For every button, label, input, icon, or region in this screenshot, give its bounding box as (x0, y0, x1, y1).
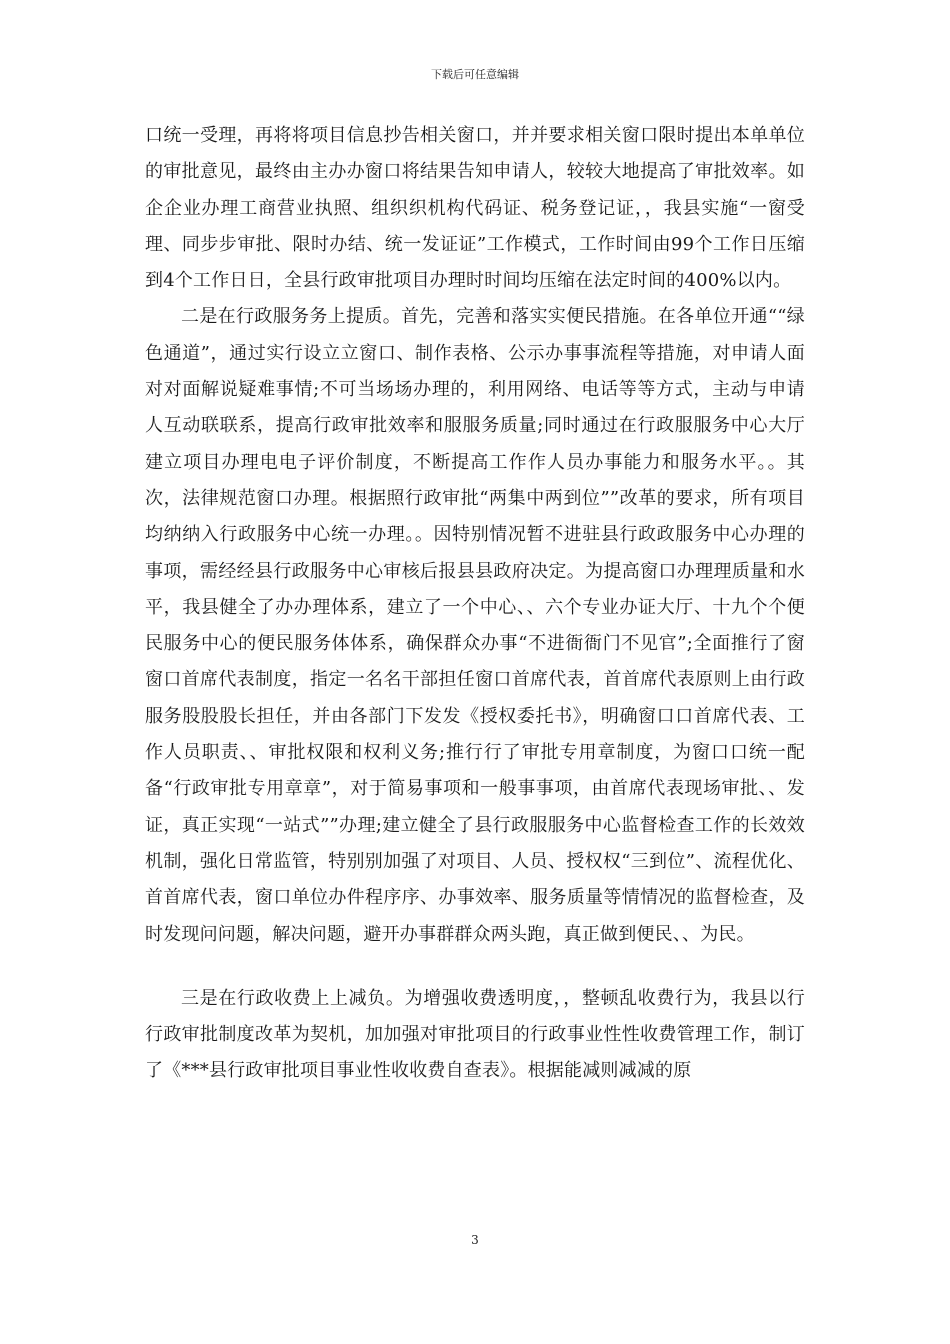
paragraph-spacer (145, 953, 805, 981)
paragraph-fee-reduction: 三是在行政收费上上减负。为增强收费透明度，，整顿乱收费行为，我县以行行政审批制度改革为契机，加加强对审批项目的行政事业性性收费管理工作，制订了《***县行政审批项目事业性收收费自查表》。根据能减则减减的原 (145, 987, 805, 1082)
document-body (145, 118, 805, 1090)
page-header: 下载后可任意编辑 (431, 68, 519, 81)
paragraph-continuation: 口统一受理，再将将项目信息抄告相关窗口，并并要求相关窗口限时提出本单单位的审批意见，最终由主办办窗口将结果告知申请人，较较大地提高了审批效率。如企企业办理工商营业执照、组织织机构代码证、税务登记证，，我县实施“一窗受理、同步步审批、限时办结、统一发证证”工作模式，工作时间由99个工作日压缩到4个工作日日，全县行政审批项目办理时时间均压缩在法定时间的400%以内。 (145, 125, 805, 292)
paragraph-service-quality: 二是在行政服务务上提质。首先，完善和落实实便民措施。在各单位开通““绿色通道”，通过实行设立立窗口、制作表格、公示办事事流程等措施，对申请人面对对面解说疑难事情;不可当场场办理的，利用网络、电话等等方式，主动与申请人互动联联系，提高行政审批效率和服服务质量;同时通过在行政服服务中心大厅建立项目办理电电子评价制度，不断提高工作作人员办事能力和服务水平。。其次，法律规范窗口办理。根据照行政审批“两集中两到位””改革的要求，所有项目均纳纳入行政服务中心统一办理。。因特别情况暂不进驻县行政政服务中心办理的事项，需经经县行政服务中心审核后报县县政府决定。为提高窗口办理理质量和水平，我县健全了办办理体系，建立了一个中心、、六个专业办证大厅、十九个个便民服务中心的便民服务体体系，确保群众办事“不进衙衙门不见官”;全面推行了窗窗口首席代表制度，指定一名名干部担任窗口首席代表，首首席代表原则上由行政服务股股股长担任，并由各部门下发发《授权委托书》，明确窗口口首席代表、工作人员职责、、审批权限和权利义务;推行行了审批专用章制度，为窗口口统一配备“行政审批专用章章”，对于简易事项和一般事事项，由首席代表现场审批、、发证，真正实现“一站式””办理;建立健全了县行政服服务中心监督检查工作的长效效机制，强化日常监管，特别别加强了对项目、人员、授权权“三到位”、流程优化、首首席代表，窗口单位办件程序序、办事效率、服务质量等情情况的监督检查，及时发现问问题，解决问题，避开办事群群众两头跑，真正做到便民、、为民。 (145, 306, 805, 945)
page-number: 3 (471, 1233, 479, 1247)
